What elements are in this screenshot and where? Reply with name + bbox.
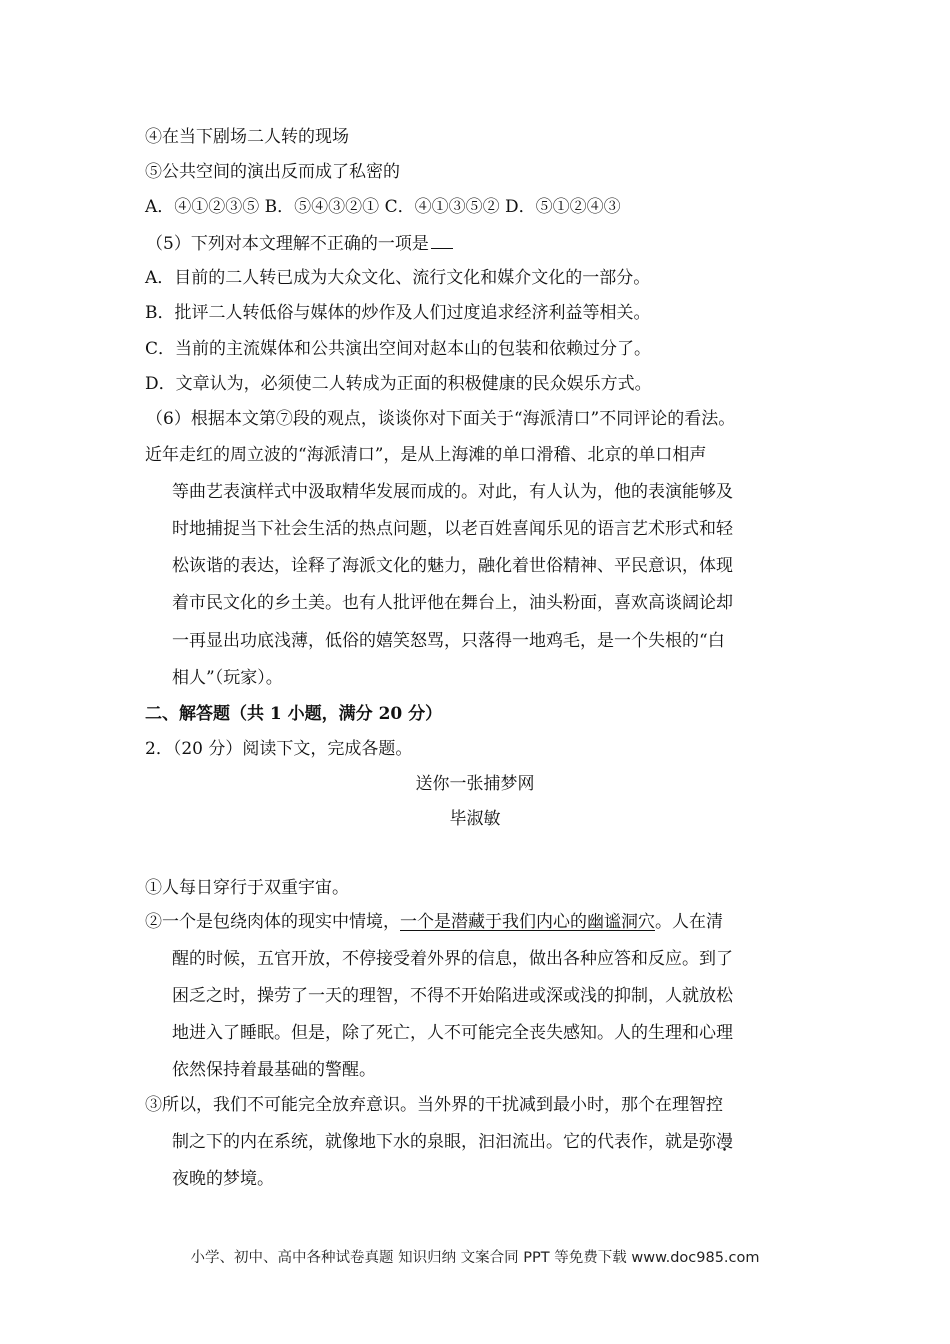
dotted-char: 漫 [716,1132,733,1152]
item-5: ⑤公共空间的演出反而成了私密的 [145,162,400,182]
answer-blank [431,232,453,249]
article-title: 送你一张捕梦网 [415,774,535,794]
p2-line: 困乏之时，操劳了一天的理智，不得不开始陷进或深或浅的抑制，人就放松 [172,986,733,1006]
q6-para-line: 时地捕捉当下社会生活的热点问题，以老百姓喜闻乐见的语言艺术形式和轻 [172,519,733,539]
section-2-heading: 二、解答题（共 1 小题，满分 20 分） [145,704,443,724]
item-4: ④在当下剧场二人转的现场 [145,127,349,147]
p2-line: 醒的时候，五官开放，不停接受着外界的信息，做出各种应答和反应。到了 [172,949,733,969]
order-options: A．④①②③⑤ B．⑤④③②① C．④①③⑤② D．⑤①②④③ [145,197,621,217]
p3-line: ③所以，我们不可能完全放弃意识。当外界的干扰减到最小时，那个在理智控 [145,1095,723,1115]
q6-para-line: 相人”（玩家）。 [172,668,283,688]
p2-tail: 。人在清 [655,912,723,932]
p2-lead: ②一个是包绕肉体的现实中情境， [145,912,400,932]
article-author: 毕淑敏 [449,809,501,829]
paragraph-1: ①人每日穿行于双重宇宙。 [145,878,349,898]
q6-para-line: 等曲艺表演样式中汲取精华发展而成的。对此，有人认为，他的表演能够及 [172,482,733,502]
p3-line-2-text: 制之下的内在系统，就像地下水的泉眼，汩汩流出。它的代表作，就是 [172,1132,699,1152]
paragraph-2-first-line [145,911,723,933]
q6-para-line: 着市民文化的乡土美。也有人批评他在舞台上，油头粉面，喜欢高谈阔论却 [172,593,733,613]
p3-line-3: 夜晚的梦境。 [172,1169,274,1189]
q6-para-line: 近年走红的周立波的“海派清口”，是从上海滩的单口滑稽、北京的单口相声 [145,445,707,465]
p3-line-2 [172,1131,733,1153]
question-5-stem [146,232,453,255]
q5-option-c: C．当前的主流媒体和公共演出空间对赵本山的包装和依赖过分了。 [145,339,652,359]
q6-para-line: 松诙谐的表达，诠释了海派文化的魅力，融化着世俗精神、平民意识，体现 [172,556,733,576]
q5-option-d: D．文章认为，必须使二人转成为正面的积极健康的民众娱乐方式。 [145,374,652,394]
question-2-stem: 2．（20 分）阅读下文，完成各题。 [145,739,413,759]
p2-line: 依然保持着最基础的警醒。 [172,1060,376,1080]
q5-option-a: A．目前的二人转已成为大众文化、流行文化和媒介文化的一部分。 [145,268,651,288]
footer-banner: 小学、初中、高中各种试卷真题 知识归纳 文案合同 PPT 等免费下载 www.doc985.com [190,1250,760,1266]
p2-underlined-phrase: 一个是潜藏于我们内心的幽谧洞穴 [400,912,655,932]
q6-para-line: 一再显出功底浅薄，低俗的嬉笑怒骂，只落得一地鸡毛，是一个失根的“白 [172,631,725,651]
dotted-char: 弥 [699,1132,716,1152]
question-5-text: （5）下列对本文理解不正确的一项是 [146,234,429,254]
question-6-stem: （6）根据本文第⑦段的观点，谈谈你对下面关于“海派清口”不同评论的看法。 [146,409,736,429]
q5-option-b: B．批评二人转低俗与媒体的炒作及人们过度追求经济利益等相关。 [145,303,651,323]
p2-line: 地进入了睡眠。但是，除了死亡，人不可能完全丧失感知。人的生理和心理 [172,1023,733,1043]
